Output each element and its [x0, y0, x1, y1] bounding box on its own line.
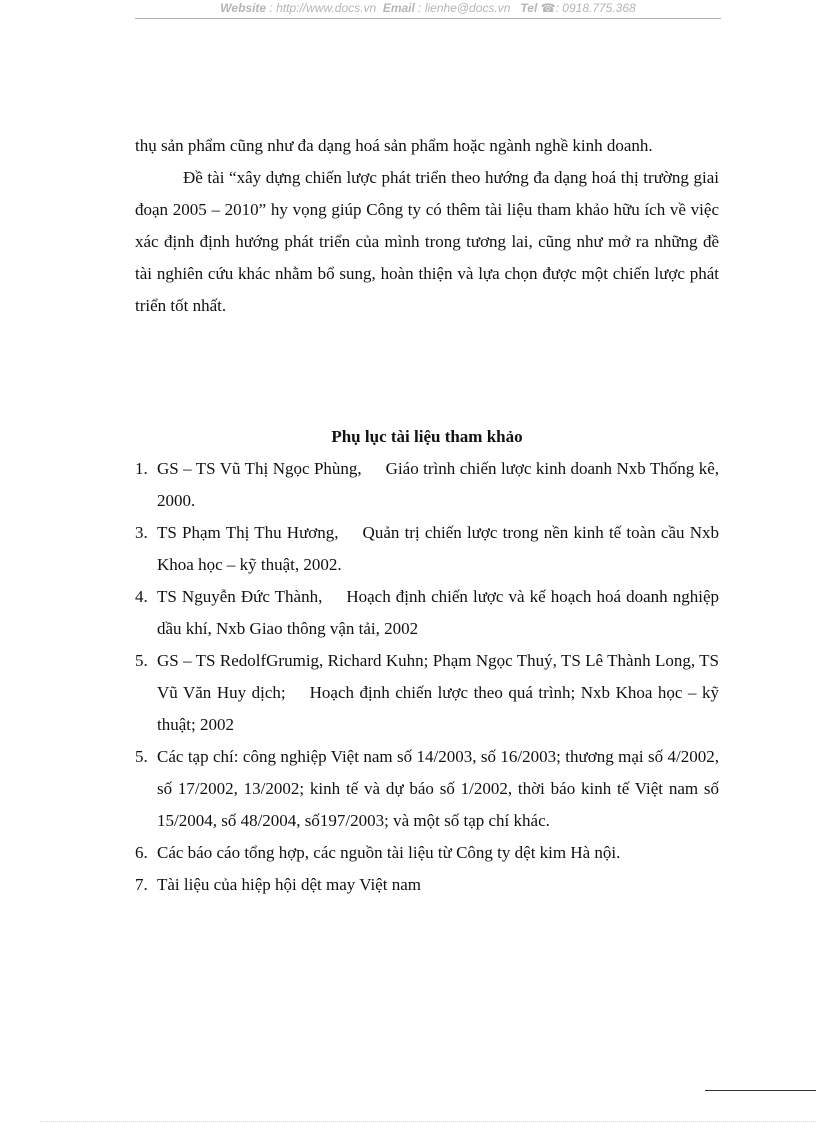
footnote-divider	[705, 1090, 816, 1091]
reference-work: Giáo trình chiến lược kinh doanh Nxb Thống kê, 2000.	[157, 459, 720, 510]
reference-number: 4.	[135, 587, 148, 606]
header-divider	[135, 18, 721, 19]
reference-text	[157, 517, 719, 581]
reference-item	[135, 517, 719, 581]
reference-text	[157, 837, 719, 869]
reference-work: Các báo cáo tổng hợp, các nguồn tài liệu từ Công ty dệt kim Hà nội.	[157, 843, 621, 862]
reference-item	[135, 869, 719, 901]
website-label: Website	[220, 1, 267, 15]
email-label: Email	[382, 1, 415, 15]
reference-list	[135, 453, 719, 901]
tel-label: Tel	[520, 1, 538, 15]
tel-value: : 0918.775.368	[555, 1, 636, 15]
reference-author: GS – TS Vũ Thị Ngọc Phùng,	[157, 459, 362, 478]
reference-work: Hoạch định chiến lược theo quá trình; Nxb Khoa học – kỹ thuật; 2002	[157, 683, 719, 734]
reference-author: TS Nguyễn Đức Thành,	[157, 587, 323, 606]
reference-item	[135, 581, 719, 645]
reference-text	[157, 453, 719, 517]
reference-number: 7.	[135, 875, 148, 894]
reference-number: 5.	[135, 651, 148, 670]
reference-number: 3.	[135, 523, 148, 542]
reference-work: Hoạch định chiến lược và kế hoạch hoá doanh nghiệp dầu khí, Nxb Giao thông vận tải, 2002	[157, 587, 719, 638]
reference-number: 1.	[135, 459, 148, 478]
reference-author: GS – TS RedolfGrumig, Richard Kuhn; Phạm Ngọc Thuý, TS Lê Thành Long, TS Vũ Văn Huy dịch;	[157, 651, 719, 702]
page-header	[135, 0, 721, 16]
reference-number: 5.	[135, 747, 148, 766]
reference-number: 6.	[135, 843, 148, 862]
reference-text	[157, 741, 719, 837]
reference-item	[135, 645, 719, 741]
reference-item	[135, 741, 719, 837]
phone-icon: ☎	[540, 1, 556, 15]
paragraph-1: thụ sản phẩm cũng như đa dạng hoá sản phẩm hoặc ngành nghề kinh doanh.	[135, 136, 653, 155]
reference-work: Các tạp chí: công nghiệp Việt nam số 14/2003, số 16/2003; thương mại số 4/2002, số 17/2002, 13/2002; kinh tế và dự báo số 1/2002, thời báo kinh tế Việt nam số 15/2004, số 48/2004, số197/2003; và một số tạp chí khác.	[157, 747, 719, 830]
reference-text	[157, 645, 719, 741]
paragraph-2: Đề tài “xây dựng chiến lược phát triển theo hướng đa dạng hoá thị trường giai đoạn 2005 – 2010” hy vọng giúp Công ty có thêm tài liệu tham khảo hữu ích về việc xác định định hướng phát triển của mình trong tương lai, cũng như mở ra những đề tài nghiên cứu khác nhằm bổ sung, hoàn thiện và lựa chọn được một chiến lược phát triển tốt nhất.	[135, 168, 719, 315]
body-section	[135, 130, 719, 322]
website-value: : http://www.docs.vn	[269, 1, 377, 15]
reference-text	[157, 581, 719, 645]
references-title: Phụ lục tài liệu tham khảo	[331, 427, 523, 446]
page-bottom-border	[40, 1121, 816, 1122]
reference-item	[135, 453, 719, 517]
reference-work: Tài liệu của hiệp hội dệt may Việt nam	[157, 875, 421, 894]
reference-item	[135, 837, 719, 869]
reference-author: TS Phạm Thị Thu Hương,	[157, 523, 339, 542]
reference-text	[157, 869, 719, 901]
reference-work: Quản trị chiến lược trong nền kinh tế toàn cầu Nxb Khoa học – kỹ thuật, 2002.	[157, 523, 719, 574]
email-value: : lienhe@docs.vn	[418, 1, 511, 15]
